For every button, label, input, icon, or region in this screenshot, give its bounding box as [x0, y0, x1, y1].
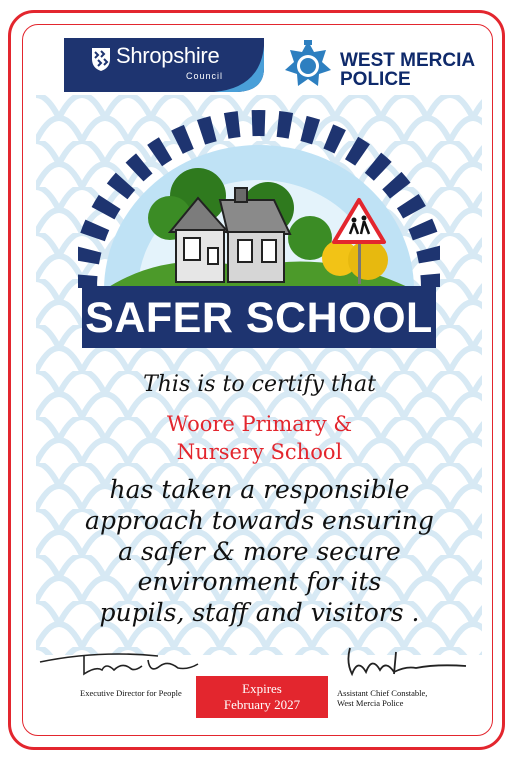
school-name-line2: Nursery School — [176, 440, 343, 464]
statement-line-4: environment for its — [137, 567, 382, 596]
shropshire-name: Shropshire — [116, 43, 220, 68]
certify-intro: This is to certify that — [143, 372, 376, 397]
signature-left — [38, 648, 218, 680]
expiry-date: February 2027 — [223, 697, 301, 712]
shropshire-council-label: Council — [186, 71, 224, 81]
expiry-badge — [196, 676, 328, 718]
statement-line-3: a safer & more secure — [118, 537, 401, 566]
statement-line-1: has taken a responsible — [109, 475, 410, 504]
safer-school-title: SAFER SCHOOL — [85, 294, 433, 342]
signature-right — [336, 644, 486, 680]
signatory-right-role: Assistant Chief Constable, — [337, 688, 428, 698]
crest-icon — [90, 46, 112, 72]
statement-line-2: approach towards ensuring — [85, 506, 434, 535]
police-star-crest-icon — [283, 38, 333, 92]
police-name-line2: POLICE — [340, 69, 411, 90]
police-name-line1: WEST MERCIA — [340, 50, 476, 71]
signatory-right-organisation: West Mercia Police — [337, 698, 404, 708]
statement-line-5: pupils, staff and visitors . — [99, 598, 420, 627]
school-name-line1: Woore Primary & — [166, 412, 353, 436]
signatory-left-role: Executive Director for People — [80, 688, 182, 698]
expiry-label: Expires — [242, 681, 282, 696]
